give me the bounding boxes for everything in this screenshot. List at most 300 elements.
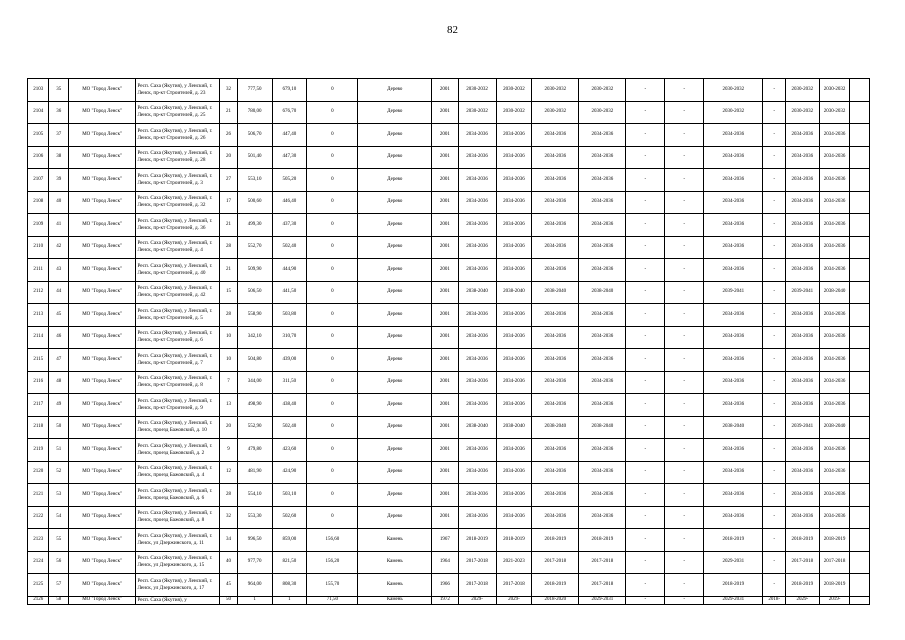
residents-cell: 17 bbox=[220, 191, 237, 214]
nonresidential-area-cell: 0 bbox=[307, 506, 358, 529]
extra-cell: - bbox=[763, 169, 786, 192]
living-area-cell: 821,50 bbox=[272, 551, 307, 574]
extra-cell: - bbox=[763, 349, 786, 372]
extra-cell: - bbox=[763, 79, 786, 102]
address-cell: Респ. Саха (Якутия), у Ленский, г. Ленск, пр-кт Строителей, д. 3 bbox=[136, 169, 220, 192]
period-cell-7: 2034-2036 bbox=[819, 236, 850, 259]
nonresidential-area-cell: 0 bbox=[307, 191, 358, 214]
row-number: 2112 bbox=[28, 281, 49, 304]
residents-cell: 10 bbox=[220, 326, 237, 349]
municipality-cell: МО "Город Ленск" bbox=[68, 326, 136, 349]
table-body bbox=[28, 79, 870, 605]
residents-cell: 20 bbox=[220, 416, 237, 439]
residents-cell: 32 bbox=[220, 79, 237, 102]
address-cell: Респ. Саха (Якутия), у Ленский, г. Ленск, пр-кт Строителей, д. 25 bbox=[136, 101, 220, 124]
period-cell-5: 2018-2019 bbox=[704, 529, 763, 552]
period-cell-3: 2034-2036 bbox=[532, 304, 579, 327]
year-cell: 2001 bbox=[432, 191, 459, 214]
period-cell-3: 2034-2036 bbox=[532, 236, 579, 259]
period-cell-7: 2034-2036 bbox=[819, 349, 850, 372]
address-cell: Респ. Саха (Якутия), у Ленский, г. Ленск, пр-кт Строителей, д. 23 bbox=[136, 79, 220, 102]
year-cell: 2001 bbox=[432, 259, 459, 282]
residents-cell: 7 bbox=[220, 371, 237, 394]
period-cell-1: 2034-2036 bbox=[458, 236, 496, 259]
total-area-cell: 977,70 bbox=[237, 551, 272, 574]
total-area-cell: 553,10 bbox=[237, 169, 272, 192]
residents-cell: 20 bbox=[220, 146, 237, 169]
nonresidential-area-cell: 0 bbox=[307, 304, 358, 327]
row-number: 2116 bbox=[28, 371, 49, 394]
extra-cell: - bbox=[763, 529, 786, 552]
period-cell-1: 2038-2040 bbox=[458, 416, 496, 439]
dash-cell-1: - bbox=[626, 416, 665, 439]
empty-cell bbox=[850, 281, 870, 304]
row-number: 2113 bbox=[28, 304, 49, 327]
period-cell-7: 2038-2040 bbox=[819, 416, 850, 439]
empty-cell bbox=[850, 101, 870, 124]
period-cell-6: 2017-2018 bbox=[785, 551, 819, 574]
address-cell: Респ. Саха (Якутия), у Ленский, г. Ленск, ул Дзержинского, д. 17 bbox=[136, 574, 220, 597]
year-cell: 2001 bbox=[432, 236, 459, 259]
period-cell-1: 2034-2036 bbox=[458, 326, 496, 349]
nonresidential-area-cell: 0 bbox=[307, 326, 358, 349]
period-cell-3: 2034-2036 bbox=[532, 506, 579, 529]
dash-cell-2: - bbox=[665, 349, 704, 372]
period-cell-4: 2034-2036 bbox=[579, 304, 626, 327]
residents-cell: 45 bbox=[220, 574, 237, 597]
wall-material-cell: Дерево bbox=[358, 124, 432, 147]
row-number: 2126 bbox=[28, 596, 49, 604]
living-area-cell: 676,70 bbox=[272, 101, 307, 124]
period-cell-2: 2034-2036 bbox=[496, 506, 532, 529]
address-cell: Респ. Саха (Якутия), у Ленский, г. Ленск, проезд Бажовский, д. 10 bbox=[136, 416, 220, 439]
index-cell: 41 bbox=[49, 214, 68, 237]
dash-cell-1: - bbox=[626, 484, 665, 507]
address-cell: Респ. Саха (Якутия), у bbox=[136, 596, 220, 604]
period-cell-5: 2034-2036 bbox=[704, 124, 763, 147]
period-cell-5: 2029-2031 bbox=[704, 551, 763, 574]
period-cell-5: 2034-2036 bbox=[704, 146, 763, 169]
period-cell-3: 2018-2019 bbox=[532, 529, 579, 552]
municipality-cell: МО "Город Ленск" bbox=[68, 259, 136, 282]
period-cell-5: 2030-2032 bbox=[704, 79, 763, 102]
period-cell-4: 2034-2036 bbox=[579, 124, 626, 147]
period-cell-1: 2034-2036 bbox=[458, 191, 496, 214]
period-cell-6: 2034-2036 bbox=[785, 124, 819, 147]
year-cell: 2001 bbox=[432, 349, 459, 372]
wall-material-cell: Камень bbox=[358, 551, 432, 574]
period-cell-6: 2034-2036 bbox=[785, 371, 819, 394]
empty-cell bbox=[850, 506, 870, 529]
dash-cell-2: - bbox=[665, 529, 704, 552]
empty-cell bbox=[850, 169, 870, 192]
municipality-cell: МО "Город Ленск" bbox=[68, 439, 136, 462]
wall-material-cell: Дерево bbox=[358, 439, 432, 462]
residents-cell: 21 bbox=[220, 259, 237, 282]
table-row bbox=[28, 506, 870, 529]
extra-cell: - bbox=[763, 191, 786, 214]
dash-cell-1: - bbox=[626, 79, 665, 102]
housing-table bbox=[27, 78, 870, 605]
period-cell-2: 2030-2032 bbox=[496, 101, 532, 124]
period-cell-1: 2017-2018 bbox=[458, 551, 496, 574]
nonresidential-area-cell: 0 bbox=[307, 461, 358, 484]
period-cell-6: 2018-2019 bbox=[785, 574, 819, 597]
total-area-cell: 780,00 bbox=[237, 101, 272, 124]
index-cell: 37 bbox=[49, 124, 68, 147]
period-cell-7: 2030-2032 bbox=[819, 79, 850, 102]
total-area-cell: 344,00 bbox=[237, 371, 272, 394]
extra-cell: - bbox=[763, 484, 786, 507]
period-cell-7: 2034-2036 bbox=[819, 484, 850, 507]
address-cell: Респ. Саха (Якутия), у Ленский, г. Ленск, пр-кт Строителей, д. 6 bbox=[136, 326, 220, 349]
nonresidential-area-cell: 0 bbox=[307, 214, 358, 237]
period-cell-1: 2034-2036 bbox=[458, 506, 496, 529]
living-area-cell: 503,10 bbox=[272, 484, 307, 507]
index-cell: 54 bbox=[49, 506, 68, 529]
living-area-cell: 1 bbox=[272, 596, 307, 604]
period-cell-5: 2039-2041 bbox=[704, 281, 763, 304]
dash-cell-1: - bbox=[626, 596, 665, 604]
nonresidential-area-cell: 0 bbox=[307, 169, 358, 192]
period-cell-3: 2038-2040 bbox=[532, 416, 579, 439]
residents-cell: 28 bbox=[220, 236, 237, 259]
period-cell-6: 2034-2036 bbox=[785, 461, 819, 484]
index-cell: 38 bbox=[49, 146, 68, 169]
year-cell: 2001 bbox=[432, 484, 459, 507]
period-cell-3: 2030-2032 bbox=[532, 101, 579, 124]
municipality-cell: МО "Город Ленск" bbox=[68, 551, 136, 574]
year-cell: 2001 bbox=[432, 304, 459, 327]
period-cell-5: 2034-2036 bbox=[704, 371, 763, 394]
index-cell: 55 bbox=[49, 529, 68, 552]
index-cell: 58 bbox=[49, 596, 68, 604]
period-cell-4: 2030-2032 bbox=[579, 101, 626, 124]
total-area-cell: 506,50 bbox=[237, 281, 272, 304]
period-cell-7: 2034-2036 bbox=[819, 259, 850, 282]
residents-cell: 21 bbox=[220, 214, 237, 237]
living-area-cell: 447,40 bbox=[272, 124, 307, 147]
nonresidential-area-cell: 0 bbox=[307, 101, 358, 124]
period-cell-6: 2034-2036 bbox=[785, 439, 819, 462]
period-cell-5: 2038-2040 bbox=[704, 416, 763, 439]
period-cell-1: 2034-2036 bbox=[458, 214, 496, 237]
period-cell-2: 2021-2023 bbox=[496, 551, 532, 574]
living-area-cell: 424,90 bbox=[272, 461, 307, 484]
year-cell: 2001 bbox=[432, 439, 459, 462]
period-cell-1: 2030-2032 bbox=[458, 101, 496, 124]
residents-cell: 9 bbox=[220, 439, 237, 462]
living-area-cell: 859,00 bbox=[272, 529, 307, 552]
table-row bbox=[28, 371, 870, 394]
row-number: 2109 bbox=[28, 214, 49, 237]
table-row bbox=[28, 169, 870, 192]
period-cell-6: 2034-2036 bbox=[785, 484, 819, 507]
dash-cell-1: - bbox=[626, 394, 665, 417]
period-cell-6: 2029- bbox=[785, 596, 819, 604]
index-cell: 57 bbox=[49, 574, 68, 597]
period-cell-5: 2034-2036 bbox=[704, 304, 763, 327]
period-cell-3: 2034-2036 bbox=[532, 169, 579, 192]
period-cell-6: 2039-2041 bbox=[785, 416, 819, 439]
period-cell-7: 2034-2036 bbox=[819, 439, 850, 462]
index-cell: 52 bbox=[49, 461, 68, 484]
period-cell-6: 2039-2041 bbox=[785, 281, 819, 304]
total-area-cell: 1 bbox=[237, 596, 272, 604]
period-cell-3: 2034-2036 bbox=[532, 349, 579, 372]
wall-material-cell: Дерево bbox=[358, 101, 432, 124]
table-row bbox=[28, 484, 870, 507]
address-cell: Респ. Саха (Якутия), у Ленский, г. Ленск, проезд Бажовский, д. 2 bbox=[136, 439, 220, 462]
wall-material-cell: Камень bbox=[358, 596, 432, 604]
period-cell-4: 2038-2040 bbox=[579, 416, 626, 439]
municipality-cell: МО "Город Ленск" bbox=[68, 146, 136, 169]
total-area-cell: 553,30 bbox=[237, 506, 272, 529]
dash-cell-2: - bbox=[665, 236, 704, 259]
period-cell-6: 2034-2036 bbox=[785, 349, 819, 372]
table-row bbox=[28, 281, 870, 304]
total-area-cell: 500,60 bbox=[237, 191, 272, 214]
row-number: 2106 bbox=[28, 146, 49, 169]
period-cell-5: 2034-2036 bbox=[704, 236, 763, 259]
period-cell-2: 2034-2036 bbox=[496, 236, 532, 259]
dash-cell-1: - bbox=[626, 236, 665, 259]
period-cell-6: 2018-2019 bbox=[785, 529, 819, 552]
index-cell: 42 bbox=[49, 236, 68, 259]
row-number: 2119 bbox=[28, 439, 49, 462]
row-number: 2111 bbox=[28, 259, 49, 282]
row-number: 2118 bbox=[28, 416, 49, 439]
nonresidential-area-cell: 0 bbox=[307, 146, 358, 169]
period-cell-5: 2034-2036 bbox=[704, 349, 763, 372]
municipality-cell: МО "Город Ленск" bbox=[68, 574, 136, 597]
extra-cell: - bbox=[763, 214, 786, 237]
nonresidential-area-cell: 0 bbox=[307, 259, 358, 282]
municipality-cell: МО "Город Ленск" bbox=[68, 191, 136, 214]
wall-material-cell: Дерево bbox=[358, 304, 432, 327]
index-cell: 47 bbox=[49, 349, 68, 372]
nonresidential-area-cell: 0 bbox=[307, 79, 358, 102]
period-cell-7: 2038-2040 bbox=[819, 281, 850, 304]
living-area-cell: 502,60 bbox=[272, 506, 307, 529]
period-cell-7: 2034-2036 bbox=[819, 214, 850, 237]
extra-cell: - bbox=[763, 259, 786, 282]
period-cell-6: 2034-2036 bbox=[785, 191, 819, 214]
table-row bbox=[28, 529, 870, 552]
row-number: 2122 bbox=[28, 506, 49, 529]
total-area-cell: 552,70 bbox=[237, 236, 272, 259]
year-cell: 2001 bbox=[432, 124, 459, 147]
wall-material-cell: Дерево bbox=[358, 394, 432, 417]
extra-cell: - bbox=[763, 506, 786, 529]
period-cell-5: 2034-2036 bbox=[704, 214, 763, 237]
row-number: 2115 bbox=[28, 349, 49, 372]
period-cell-3: 2038-2040 bbox=[532, 281, 579, 304]
index-cell: 44 bbox=[49, 281, 68, 304]
dash-cell-1: - bbox=[626, 439, 665, 462]
period-cell-3: 2017-2018 bbox=[532, 551, 579, 574]
row-number: 2123 bbox=[28, 529, 49, 552]
period-cell-3: 2034-2036 bbox=[532, 394, 579, 417]
residents-cell: 10 bbox=[220, 349, 237, 372]
year-cell: 2001 bbox=[432, 79, 459, 102]
living-area-cell: 441,50 bbox=[272, 281, 307, 304]
period-cell-3: 2034-2036 bbox=[532, 484, 579, 507]
address-cell: Респ. Саха (Якутия), у Ленский, г. Ленск, пр-кт Строителей, д. 7 bbox=[136, 349, 220, 372]
period-cell-1: 2034-2036 bbox=[458, 169, 496, 192]
total-area-cell: 498,90 bbox=[237, 394, 272, 417]
year-cell: 2001 bbox=[432, 394, 459, 417]
period-cell-4: 2034-2036 bbox=[579, 259, 626, 282]
empty-cell bbox=[850, 394, 870, 417]
total-area-cell: 996,50 bbox=[237, 529, 272, 552]
period-cell-2: 2029- bbox=[496, 596, 532, 604]
period-cell-2: 2017-2018 bbox=[496, 574, 532, 597]
nonresidential-area-cell: 71,50 bbox=[307, 596, 358, 604]
municipality-cell: МО "Город Ленск" bbox=[68, 124, 136, 147]
municipality-cell: МО "Город Ленск" bbox=[68, 304, 136, 327]
dash-cell-2: - bbox=[665, 439, 704, 462]
wall-material-cell: Дерево bbox=[358, 236, 432, 259]
period-cell-2: 2018-2019 bbox=[496, 529, 532, 552]
address-cell: Респ. Саха (Якутия), у Ленский, г. Ленск, пр-кт Строителей, д. 42 bbox=[136, 281, 220, 304]
total-area-cell: 558,90 bbox=[237, 304, 272, 327]
period-cell-3: 2018-2019 bbox=[532, 574, 579, 597]
wall-material-cell: Дерево bbox=[358, 169, 432, 192]
row-number: 2120 bbox=[28, 461, 49, 484]
wall-material-cell: Камень bbox=[358, 529, 432, 552]
row-number: 2103 bbox=[28, 79, 49, 102]
year-cell: 2001 bbox=[432, 101, 459, 124]
empty-cell bbox=[850, 484, 870, 507]
extra-cell: - bbox=[763, 304, 786, 327]
period-cell-7: 2017-2018 bbox=[819, 551, 850, 574]
nonresidential-area-cell: 0 bbox=[307, 371, 358, 394]
empty-cell bbox=[850, 259, 870, 282]
extra-cell: - bbox=[763, 574, 786, 597]
nonresidential-area-cell: 155,70 bbox=[307, 574, 358, 597]
year-cell: 2001 bbox=[432, 461, 459, 484]
dash-cell-1: - bbox=[626, 371, 665, 394]
wall-material-cell: Камень bbox=[358, 574, 432, 597]
period-cell-1: 2030-2032 bbox=[458, 79, 496, 102]
period-cell-4: 2017-2018 bbox=[579, 574, 626, 597]
table-row bbox=[28, 326, 870, 349]
residents-cell: 28 bbox=[220, 304, 237, 327]
dash-cell-1: - bbox=[626, 259, 665, 282]
address-cell: Респ. Саха (Якутия), у Ленский, г. Ленск, пр-кт Строителей, д. 26 bbox=[136, 124, 220, 147]
dash-cell-1: - bbox=[626, 461, 665, 484]
period-cell-4: 2034-2036 bbox=[579, 214, 626, 237]
dash-cell-2: - bbox=[665, 304, 704, 327]
municipality-cell: МО "Город Ленск" bbox=[68, 281, 136, 304]
period-cell-2: 2034-2036 bbox=[496, 259, 532, 282]
municipality-cell: МО "Город Ленск" bbox=[68, 506, 136, 529]
dash-cell-1: - bbox=[626, 191, 665, 214]
period-cell-3: 2034-2036 bbox=[532, 326, 579, 349]
total-area-cell: 504,80 bbox=[237, 349, 272, 372]
index-cell: 56 bbox=[49, 551, 68, 574]
wall-material-cell: Дерево bbox=[358, 259, 432, 282]
nonresidential-area-cell: 0 bbox=[307, 439, 358, 462]
municipality-cell: МО "Город Ленск" bbox=[68, 79, 136, 102]
empty-cell bbox=[850, 461, 870, 484]
total-area-cell: 777,50 bbox=[237, 79, 272, 102]
index-cell: 45 bbox=[49, 304, 68, 327]
total-area-cell: 501,40 bbox=[237, 146, 272, 169]
period-cell-7: 2030-2032 bbox=[819, 101, 850, 124]
period-cell-4: 2034-2036 bbox=[579, 326, 626, 349]
dash-cell-1: - bbox=[626, 101, 665, 124]
table-row bbox=[28, 304, 870, 327]
table-row bbox=[28, 574, 870, 597]
period-cell-3: 2034-2036 bbox=[532, 461, 579, 484]
living-area-cell: 446,40 bbox=[272, 191, 307, 214]
period-cell-6: 2034-2036 bbox=[785, 214, 819, 237]
nonresidential-area-cell: 0 bbox=[307, 349, 358, 372]
extra-cell: 2018- bbox=[763, 596, 786, 604]
dash-cell-2: - bbox=[665, 259, 704, 282]
period-cell-3: 2034-2036 bbox=[532, 214, 579, 237]
row-number: 2114 bbox=[28, 326, 49, 349]
living-area-cell: 444,90 bbox=[272, 259, 307, 282]
year-cell: 1964 bbox=[432, 551, 459, 574]
municipality-cell: МО "Город Ленск" bbox=[68, 484, 136, 507]
period-cell-3: 2034-2036 bbox=[532, 439, 579, 462]
municipality-cell: МО "Город Ленск" bbox=[68, 214, 136, 237]
address-cell: Респ. Саха (Якутия), у Ленский, г. Ленск, проезд Бажовский, д. 4 bbox=[136, 461, 220, 484]
index-cell: 43 bbox=[49, 259, 68, 282]
municipality-cell: МО "Город Ленск" bbox=[68, 416, 136, 439]
empty-cell bbox=[850, 124, 870, 147]
period-cell-4: 2034-2036 bbox=[579, 371, 626, 394]
period-cell-5: 2029-2031 bbox=[704, 596, 763, 604]
period-cell-1: 2018-2019 bbox=[458, 529, 496, 552]
period-cell-4: 2034-2036 bbox=[579, 394, 626, 417]
extra-cell: - bbox=[763, 439, 786, 462]
wall-material-cell: Дерево bbox=[358, 326, 432, 349]
period-cell-5: 2018-2019 bbox=[704, 574, 763, 597]
period-cell-7: 2034-2036 bbox=[819, 461, 850, 484]
period-cell-4: 2018-2019 bbox=[579, 529, 626, 552]
address-cell: Респ. Саха (Якутия), у Ленский, г. Ленск, ул Дзержинского, д. 15 bbox=[136, 551, 220, 574]
residents-cell: 13 bbox=[220, 394, 237, 417]
period-cell-4: 2017-2018 bbox=[579, 551, 626, 574]
dash-cell-2: - bbox=[665, 146, 704, 169]
municipality-cell: МО "Город Ленск" bbox=[68, 349, 136, 372]
living-area-cell: 447,30 bbox=[272, 146, 307, 169]
period-cell-4: 2030-2032 bbox=[579, 79, 626, 102]
dash-cell-2: - bbox=[665, 191, 704, 214]
residents-cell: 15 bbox=[220, 281, 237, 304]
period-cell-7: 2019- bbox=[819, 596, 850, 604]
year-cell: 2001 bbox=[432, 506, 459, 529]
dash-cell-2: - bbox=[665, 551, 704, 574]
period-cell-1: 2034-2036 bbox=[458, 484, 496, 507]
table-row bbox=[28, 191, 870, 214]
period-cell-2: 2034-2036 bbox=[496, 191, 532, 214]
row-number: 2117 bbox=[28, 394, 49, 417]
period-cell-2: 2034-2036 bbox=[496, 146, 532, 169]
period-cell-1: 2034-2036 bbox=[458, 304, 496, 327]
dash-cell-2: - bbox=[665, 79, 704, 102]
period-cell-7: 2034-2036 bbox=[819, 191, 850, 214]
period-cell-5: 2034-2036 bbox=[704, 506, 763, 529]
year-cell: 2001 bbox=[432, 416, 459, 439]
dash-cell-1: - bbox=[626, 551, 665, 574]
table-row bbox=[28, 394, 870, 417]
period-cell-4: 2038-2040 bbox=[579, 281, 626, 304]
